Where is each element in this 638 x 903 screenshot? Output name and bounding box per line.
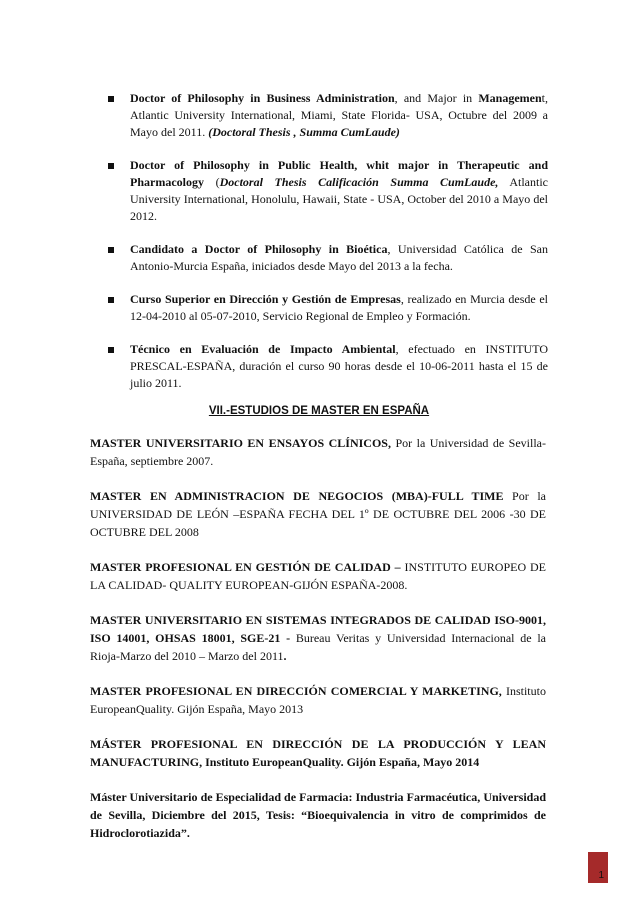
- bullet-square-icon: [108, 163, 114, 169]
- text-run: (Doctoral Thesis , Summa CumLaude): [208, 125, 400, 139]
- doctorate-item: [108, 291, 548, 325]
- page-number: 1: [588, 852, 608, 883]
- text-run: Curso Superior en Dirección y Gestión de Empresas: [130, 292, 401, 306]
- master-entry: [90, 788, 546, 842]
- text-run: MASTER PROFESIONAL EN GESTIÓN DE CALIDAD –: [90, 560, 401, 574]
- text-run: Doctor of Philosophy in Public Health, whit major in Therapeutic and Pharmacology: [130, 158, 548, 189]
- bullet-square-icon: [108, 96, 114, 102]
- master-entry: [90, 558, 546, 594]
- text-run: , efectuado en INSTITUTO PRESCAL-ESPAÑA, duración el curso 90 horas desde el 10-06-2011 hasta el 15 de julio 2011.: [130, 342, 548, 390]
- text-run: .: [283, 649, 287, 663]
- text-run: Máster Universitario de Especialidad de Farmacia: Industria Farmacéutica, Universidad de Sevilla, Diciembre del 2015, Tesis: “Bioequivalencia in vitro de comprimidos de Hidroclorotiazida”.: [90, 790, 546, 840]
- doctorate-item: [108, 157, 548, 225]
- text-run: , and Major in: [394, 91, 479, 105]
- text-run: t, Atlantic University International, Miami, State Florida- USA, Octubre del 2009 a Mayo del 2011.: [130, 91, 548, 139]
- doctorate-item: [108, 341, 548, 392]
- text-run: Doctor of Philosophy in Business Administration: [130, 91, 395, 105]
- text-run: INSTITUTO EUROPEO DE LA CALIDAD- QUALITY EUROPEAN-GIJÓN ESPAÑA-2008.: [90, 560, 546, 592]
- text-run: Candidato a Doctor of Philosophy in Bioética: [130, 242, 388, 256]
- text-run: (: [204, 175, 220, 189]
- text-run: Técnico en Evaluación de Impacto Ambiental: [130, 342, 396, 356]
- section-title: VII.-ESTUDIOS DE MASTER EN ESPAÑA: [208, 405, 430, 417]
- master-entry: [90, 487, 546, 541]
- text-run: Doctoral Thesis Calificación Summa CumLaude,: [219, 175, 499, 189]
- master-entry: [90, 434, 546, 470]
- master-entry: [90, 682, 546, 718]
- text-run: MASTER PROFESIONAL EN DIRECCIÓN COMERCIAL Y MARKETING,: [90, 684, 502, 698]
- text-run: Bureau Veritas y Universidad Internacional de la Rioja-Marzo del 2010 – Marzo del 2011: [90, 631, 546, 663]
- text-run: Instituto EuropeanQuality. Gijón España, Mayo 2013: [90, 684, 546, 716]
- text-run: Atlantic University International, Honolulu, Hawaii, State - USA, October del 2010 a Mayo del 2012.: [130, 175, 548, 223]
- text-run: MASTER UNIVERSITARIO EN ENSAYOS CLÍNICOS,: [90, 436, 391, 450]
- text-run: Por la Universidad de Sevilla-España, septiembre 2007.: [90, 436, 546, 468]
- text-run: Por la UNIVERSIDAD DE LEÓN –ESPAÑA FECHA DEL 1º DE OCTUBRE DEL 2006 -30 DE OCTUBRE DEL 2008: [90, 489, 546, 539]
- doctorate-item: [108, 241, 548, 275]
- bullet-square-icon: [108, 347, 114, 353]
- bullet-square-icon: [108, 297, 114, 303]
- text-run: MÁSTER PROFESIONAL EN DIRECCIÓN DE LA PRODUCCIÓN Y LEAN MANUFACTURING, Instituto EuropeanQuality. Gijón España, Mayo 2014: [90, 737, 546, 769]
- text-run: , realizado en Murcia desde el 12-04-2010 al 05-07-2010, Servicio Regional de Empleo y Formación.: [130, 292, 548, 323]
- text-run: MASTER UNIVERSITARIO EN SISTEMAS INTEGRADOS DE CALIDAD ISO-9001, ISO 14001, OHSAS 18001, SGE-21 -: [90, 613, 546, 645]
- master-list: [90, 434, 546, 859]
- doctorate-item: [108, 90, 548, 141]
- text-run: MASTER EN ADMINISTRACION DE NEGOCIOS (MBA)-FULL TIME: [90, 489, 504, 503]
- text-run: , Universidad Católica de San Antonio-Murcia España, iniciados desde Mayo del 2013 a la fecha.: [130, 242, 548, 273]
- master-entry: [90, 735, 546, 771]
- doctorate-list: [108, 90, 548, 408]
- bullet-square-icon: [108, 247, 114, 253]
- text-run: Managemen: [478, 91, 542, 105]
- master-entry: [90, 611, 546, 665]
